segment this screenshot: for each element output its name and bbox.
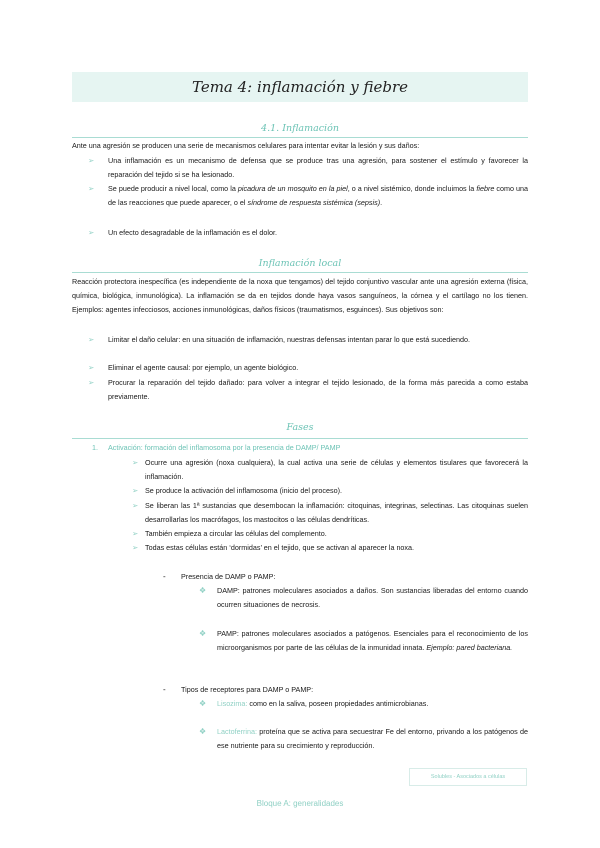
arrow-bullet-icon: ➢ bbox=[132, 501, 139, 510]
title-band bbox=[72, 72, 528, 102]
section1-bullet-3: Un efecto desagradable de la inflamación es el dolor. bbox=[108, 228, 278, 237]
sub1-item-damp: DAMP: patrones moleculares asociados a daños. Son sustancias liberadas del entorno cuando ocurren situaciones de necrosis. bbox=[217, 586, 528, 609]
section2-bullet-2: Eliminar el agente causal: por ejemplo, un agente biológico. bbox=[108, 363, 299, 372]
diamond-bullet-icon: ❖ bbox=[199, 586, 207, 595]
section1-bullet-2: Se puede producir a nivel local, como la picadura de un mosquito en la piel, o a nivel sistémico, donde incluimos la fiebre como una de las reacciones que puede aparecer, o el síndrome de respuesta sistémica (sepsis). bbox=[108, 184, 529, 207]
page-title: Tema 4: inflamación y fiebre bbox=[191, 78, 409, 96]
diamond-bullet-icon: ❖ bbox=[199, 629, 207, 638]
section-rule bbox=[72, 272, 528, 273]
diamond-bullet-icon: ❖ bbox=[199, 699, 207, 708]
diamond-bullet-icon: ❖ bbox=[199, 727, 207, 736]
page-footer: Bloque A: generalidades bbox=[256, 799, 344, 808]
sub1-item-pamp: PAMP: patrones moleculares asociados a patógenos. Esenciales para el reconocimiento de los microorganismos por parte de las células de la inmunidad innata. Ejemplo: pared bacteriana. bbox=[217, 629, 528, 652]
section-rule bbox=[72, 137, 528, 138]
arrow-bullet-icon: ➢ bbox=[88, 363, 95, 372]
section-heading-inflamacion: 4.1. Inflamación bbox=[261, 123, 339, 134]
section1-bullet-1: Una inflamación es un mecanismo de defensa que se produce tras una agresión, para sostener el estímulo y favorecer la reparación del tejido si se ha lesionado. bbox=[108, 156, 528, 179]
section2-bullet-1: Limitar el daño celular: en una situación de inflamación, nuestras defensas intentan parar lo que está sucediendo. bbox=[108, 335, 471, 344]
sub2-item-lactoferrina: Lactoferrina: proteína que se activa para secuestrar Fe del entorno, privando a los patógenos de ese nutriente para su crecimiento y reproducción. bbox=[217, 727, 528, 750]
arrow-bullet-icon: ➢ bbox=[132, 543, 139, 552]
section-heading-inflamacion-local: Inflamación local bbox=[258, 258, 342, 269]
arrow-bullet-icon: ➢ bbox=[88, 156, 95, 165]
arrow-bullet-icon: ➢ bbox=[132, 458, 139, 467]
section1-intro: Ante una agresión se producen una serie de mecanismos celulares para intentar evitar la lesión y sus daños: bbox=[72, 141, 420, 150]
phase-bullet-4: También empieza a circular las células del complemento. bbox=[145, 529, 327, 538]
phase-title: Activación: formación del inflamosoma por la presencia de DAMP/ PAMP bbox=[108, 443, 341, 452]
phase-bullet-3: Se liberan las 1ª sustancias que desembocan la inflamación: citoquinas, integrinas, selectinas. Las citoquinas suelen desarrollarlas los macrófagos, los mastocitos o las células dendríticas. bbox=[145, 501, 528, 524]
sub2-item-lisozima: Lisozima: como en la saliva, poseen propiedades antimicrobianas. bbox=[217, 699, 429, 708]
section2-paragraph: Reacción protectora inespecífica (es independiente de la noxa que tengamos) del tejido conjuntivo vascular ante una agresión externa (física, química, biológica, inmunológica). La inflamación se da en tejidos donde haya vasos sanguíneos, la córnea y el cartílago no los tienen. Ejemplos: agentes infecciosos, acciones inmunológicas, daños físicos (traumatismos, esguinces). Sus objetivos son: bbox=[72, 277, 528, 314]
phase-bullet-1: Ocurre una agresión (noxa cualquiera), la cual activa una serie de células y elementos tisulares que favorecerá la inflamación. bbox=[145, 458, 528, 481]
dash-bullet-icon: - bbox=[163, 572, 166, 581]
section-rule bbox=[72, 438, 528, 439]
list-number: 1. bbox=[92, 443, 98, 452]
phase-bullet-2: Se produce la activación del inflamosoma (inicio del proceso). bbox=[145, 486, 342, 495]
arrow-bullet-icon: ➢ bbox=[88, 335, 95, 344]
dash-bullet-icon: - bbox=[163, 685, 166, 694]
sub2-title: Tipos de receptores para DAMP o PAMP: bbox=[181, 685, 314, 694]
arrow-bullet-icon: ➢ bbox=[132, 529, 139, 538]
phase-bullet-5: Todas estas células están ‘dormidas’ en el tejido, que se activan al aparecer la noxa. bbox=[145, 543, 415, 552]
section2-bullet-3: Procurar la reparación del tejido dañado: para volver a integrar el tejido lesionado, de la forma más parecida a como estaba previamente. bbox=[108, 378, 528, 401]
sub1-title: Presencia de DAMP o PAMP: bbox=[181, 572, 276, 581]
section-heading-fases: Fases bbox=[286, 422, 314, 433]
arrow-bullet-icon: ➢ bbox=[88, 228, 95, 237]
arrow-bullet-icon: ➢ bbox=[88, 378, 95, 387]
legend-tag-box: Solubles - Asociados a células bbox=[409, 768, 527, 786]
arrow-bullet-icon: ➢ bbox=[132, 486, 139, 495]
arrow-bullet-icon: ➢ bbox=[88, 184, 95, 193]
